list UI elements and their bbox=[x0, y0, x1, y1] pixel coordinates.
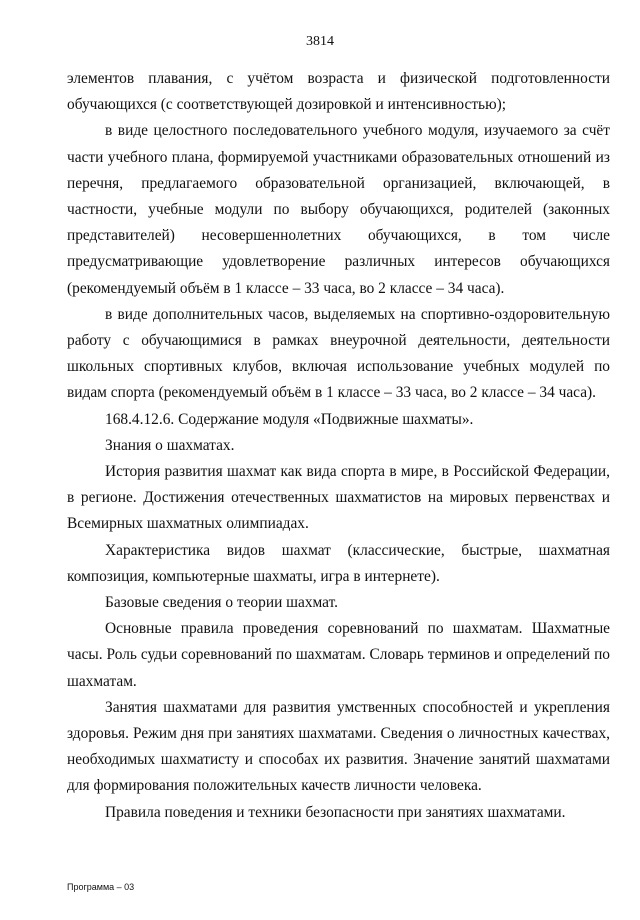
paragraph-competition-rules: Основные правила проведения соревнований по шахматам. Шахматные часы. Роль судьи соревнований по шахматам. Словарь терминов и определений по шахматам. bbox=[67, 620, 610, 690]
paragraph-chess-development: Занятия шахматами для развития умственных способностей и укрепления здоровья. Режим дня при занятиях шахматами. Сведения о личностных качествах, необходимых шахматисту и способах их развития. Значение занятий шахматами для формирования положительных качеств личности человека. bbox=[67, 698, 610, 795]
page-number: 3814 bbox=[306, 34, 334, 49]
paragraph-extra-hours-option: в виде дополнительных часов, выделяемых на спортивно-оздоровительную работу с обучающимися в рамках внеурочной деятельности, деятельности школьных спортивных клубов, включая использование учебных модулей по видам спорта (рекомендуемый объём в 1 классе – 33 часа, во 2 классе – 34 часа). bbox=[67, 305, 610, 402]
footer-program-label: Программа – 03 bbox=[67, 882, 135, 892]
paragraph-module-option: в виде целостного последовательного учебного модуля, изучаемого за счёт части учебного плана, формируемой участниками образовательных отношений из перечня, предлагаемого образовательной организацией, включающей, в частности, учебные модули по выбору обучающихся, родителей (законных представителей) несовершеннолетних обучающихся, в том числе предусматривающие удовлетворение различных интересов обучающихся (рекомендуемый объём в 1 классе – 33 часа, во 2 классе – 34 часа). bbox=[67, 122, 610, 297]
subheading-chess-knowledge: Знания о шахматах. bbox=[105, 436, 235, 454]
paragraph-chess-types: Характеристика видов шахмат (классические, быстрые, шахматная композиция, компьютерные шахматы, игра в интернете). bbox=[67, 541, 610, 585]
paragraph-safety-rules: Правила поведения и техники безопасности при занятиях шахматами. bbox=[105, 803, 566, 821]
paragraph-swimming-elements: элементов плавания, с учётом возраста и физической подготовленности обучающихся (с соответствующей дозировкой и интенсивностью); bbox=[67, 70, 610, 114]
paragraph-chess-history: История развития шахмат как вида спорта в мире, в Российской Федерации, в регионе. Достижения отечественных шахматистов на мировых первенствах и Всемирных шахматных олимпиадах. bbox=[67, 463, 610, 533]
body-text bbox=[67, 66, 610, 826]
subheading-chess-theory: Базовые сведения о теории шахмат. bbox=[105, 594, 339, 612]
section-heading-chess-module: 168.4.12.6. Содержание модуля «Подвижные шахматы». bbox=[105, 410, 474, 428]
